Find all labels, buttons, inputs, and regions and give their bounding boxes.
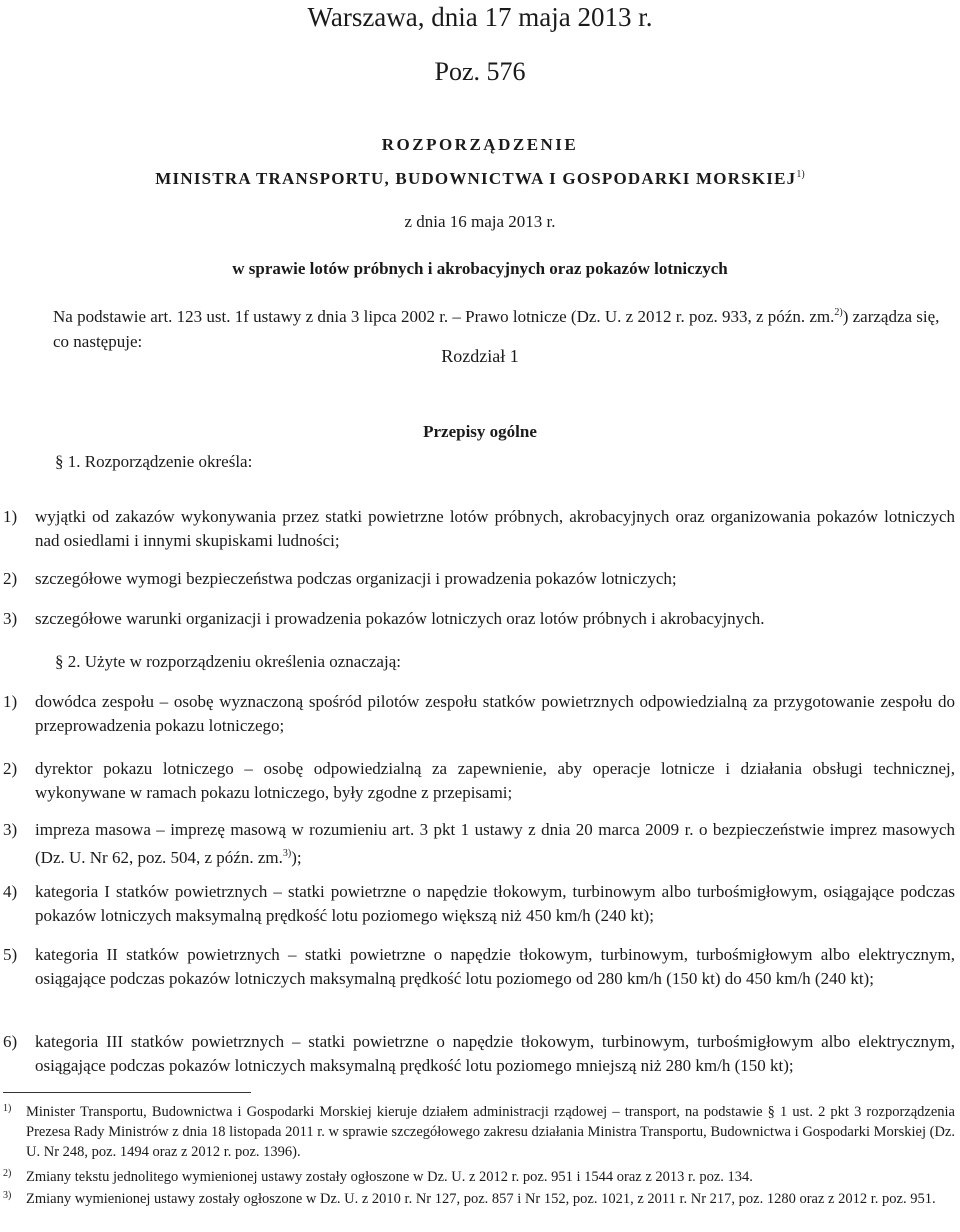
- footnote-ref: 3): [282, 848, 292, 859]
- list-item: [3, 1030, 955, 1078]
- list-item: [3, 567, 955, 591]
- list-item: [3, 880, 955, 928]
- list-item-number: 3): [3, 820, 18, 839]
- list-item: [3, 757, 955, 805]
- footnote: [3, 1167, 955, 1187]
- act-date: z dnia 16 maja 2013 r.: [404, 212, 556, 231]
- section-2-intro: § 2. Użyte w rozporządzeniu określenia oznaczają:: [55, 652, 401, 671]
- act-issuer-text: MINISTRA TRANSPORTU, BUDOWNICTWA I GOSPODARKI MORSKIEJ: [155, 169, 797, 188]
- list-item-text-end: );: [291, 848, 302, 867]
- footnote-ref: 2): [834, 307, 843, 318]
- preamble-text: Na podstawie art. 123 ust. 1f ustawy z dnia 3 lipca 2002 r. – Prawo lotnicze (Dz. U. z 2012 r. poz. 933, z późn. zm.: [53, 307, 835, 326]
- list-item-text: dowódca zespołu – osobę wyznaczoną spośród pilotów zespołu statków powietrznych odpowiedzialną za przygotowanie zespołu do przeprowadzenia pokazu lotniczego;: [35, 692, 955, 735]
- act-issuer: [0, 163, 960, 191]
- act-subject: w sprawie lotów próbnych i akrobacyjnych oraz pokazów lotniczych: [232, 259, 728, 278]
- section-1-intro: § 1. Rozporządzenie określa:: [55, 452, 253, 471]
- list-item-text: dyrektor pokazu lotniczego – osobę odpowiedzialną za zapewnienie, aby operacje lotnicze i działania obsługi technicznej, wykonywane w ramach pokazu lotniczego, były zgodne z przepisami;: [35, 759, 955, 802]
- list-item-text: kategoria I statków powietrznych – statki powietrzne o napędzie tłokowym, turbinowym albo turbośmigłowym, osiągające podczas pokazów lotniczych maksymalną prędkość lotu poziomego większą niż 450 km/h (240 kt);: [35, 882, 955, 925]
- list-item-text: kategoria III statków powietrznych – statki powietrzne o napędzie tłokowym, turbinowym, turbośmigłowym albo elektrycznym, osiągające podczas pokazów lotniczych maksymalną prędkość lotu poziomego mniejszą niż 280 km/h (150 kt);: [35, 1032, 955, 1075]
- position-number: Poz. 576: [434, 57, 526, 86]
- list-item-text: wyjątki od zakazów wykonywania przez statki powietrzne lotów próbnych, akrobacyjnych oraz organizowania pokazów lotniczych nad osiedlami i innymi skupiskami ludności;: [35, 507, 955, 550]
- footnote-number: 3): [3, 1190, 12, 1201]
- list-item-text: szczegółowe wymogi bezpieczeństwa podczas organizacji i prowadzenia pokazów lotniczych;: [35, 569, 677, 588]
- footnote-divider: [3, 1092, 251, 1093]
- list-item: [3, 690, 955, 738]
- footnote: [3, 1189, 955, 1209]
- footnote: [3, 1102, 955, 1162]
- list-item-number: 6): [3, 1032, 18, 1051]
- list-item: [3, 505, 955, 553]
- list-item-number: 1): [3, 692, 18, 711]
- footnote-number: 2): [3, 1168, 12, 1179]
- place-date: Warszawa, dnia 17 maja 2013 r.: [307, 2, 653, 32]
- footnote-text: Zmiany wymienionej ustawy zostały ogłoszone w Dz. U. z 2010 r. Nr 127, poz. 857 i Nr 152, poz. 1021, z 2011 r. Nr 217, poz. 1280 oraz z 2012 r. poz. 951.: [26, 1191, 936, 1207]
- footnote-number: 1): [3, 1103, 12, 1114]
- list-item-number: 4): [3, 882, 18, 901]
- list-item-number: 2): [3, 569, 18, 588]
- list-item-text-main: impreza masowa – imprezę masową w rozumieniu art. 3 pkt 1 ustawy z dnia 20 marca 2009 r. o bezpieczeństwie imprez masowych (Dz. U. Nr 62, poz. 504, z późn. zm.: [35, 820, 955, 867]
- list-item-number: 1): [3, 507, 18, 526]
- list-item-text: kategoria II statków powietrznych – statki powietrzne o napędzie tłokowym, turbinowym, turbośmigłowym albo elektrycznym, osiągające podczas pokazów lotniczych maksymalną prędkość lotu poziomego od 280 km/h (150 kt) do 450 km/h (240 kt);: [35, 945, 955, 988]
- list-item: [3, 943, 955, 991]
- list-item-number: 3): [3, 609, 18, 628]
- footnote-text: Minister Transportu, Budownictwa i Gospodarki Morskiej kieruje działem administracji rządowej – transport, na podstawie § 1 ust. 2 pkt 3 rozporządzenia Prezesa Rady Ministrów z dnia 18 listopada 2011 r. w sprawie szczegółowego zakresu działania Ministra Transportu, Budownictwa i Gospodarki Morskiej (Dz. U. Nr 248, poz. 1494 oraz z 2012 r. poz. 1396).: [26, 1104, 955, 1160]
- list-item: [3, 607, 955, 631]
- preamble-text-end: ) zarządza się, co następuje:: [53, 307, 940, 351]
- footnote-ref: 1): [796, 169, 805, 180]
- chapter-title: Przepisy ogólne: [423, 422, 537, 441]
- act-type: ROZPORZĄDZENIE: [381, 135, 579, 154]
- list-item: [3, 818, 955, 870]
- chapter-label: Rozdział 1: [441, 346, 519, 366]
- list-item-text: [35, 818, 955, 870]
- list-item-number: 5): [3, 945, 18, 964]
- footnote-text: Zmiany tekstu jednolitego wymienionej ustawy zostały ogłoszone w Dz. U. z 2012 r. poz. 951 i 1544 oraz z 2013 r. poz. 134.: [26, 1169, 753, 1185]
- list-item-text: szczegółowe warunki organizacji i prowadzenia pokazów lotniczych oraz lotów próbnych i akrobacyjnych.: [35, 609, 765, 628]
- list-item-number: 2): [3, 759, 18, 778]
